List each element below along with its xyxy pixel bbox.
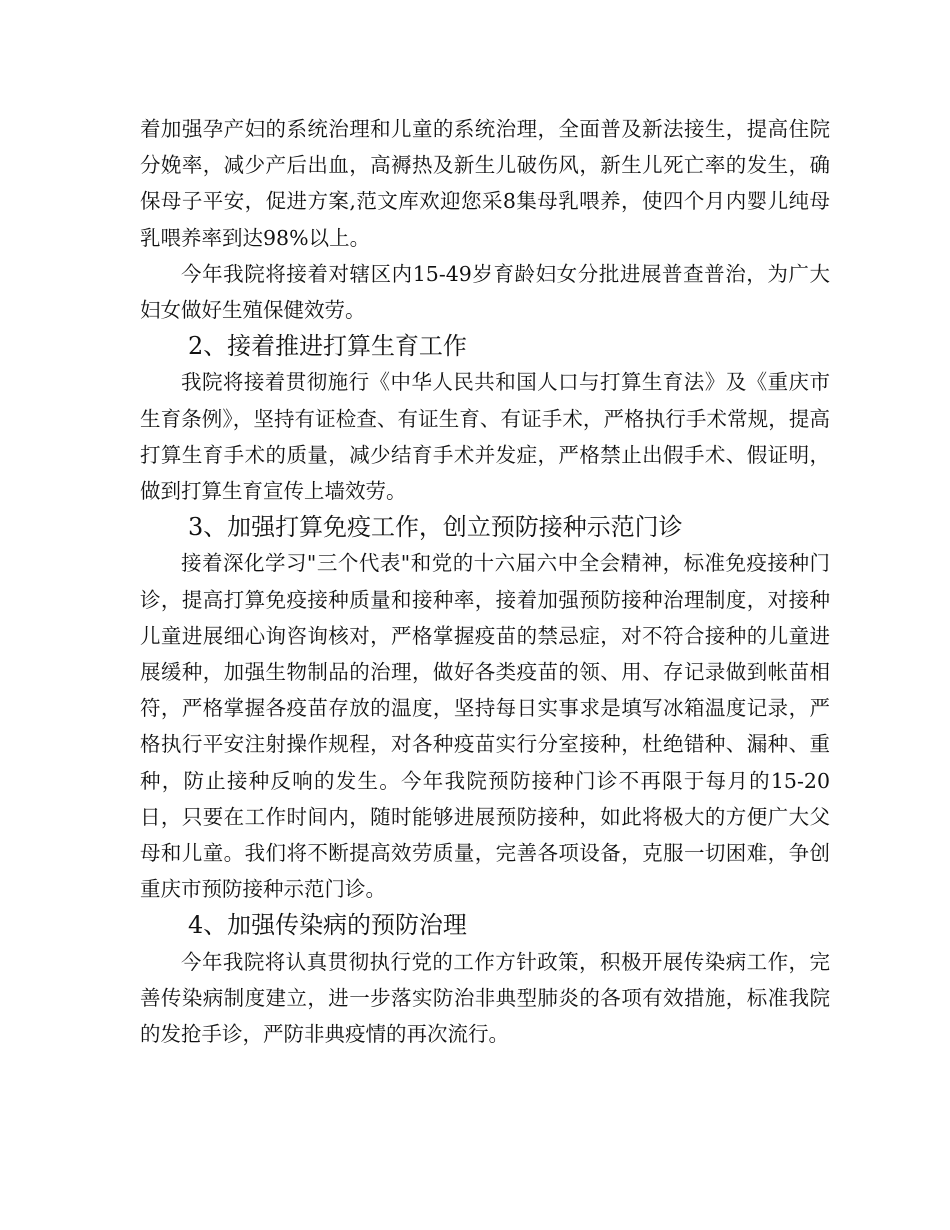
document-page <box>140 111 830 1052</box>
section-heading-infectious-disease: 4、加强传染病的预防治理 <box>187 911 467 940</box>
paragraph-family-planning: 我院将接着贯彻施行《中华人民共和国人口与打算生育法》及《重庆市生育条例》，坚持有证检查、有证生育、有证手术，严格执行手术常规，提高打算生育手术的质量，减少结育手术并发症，严格禁止出假手术、假证明，做到打算生育宣传上墙效劳。 <box>140 370 830 504</box>
paragraph-immunization: 接着深化学习"三个代表"和党的十六届六中全会精神，标准免疫接种门诊，提高打算免疫接种质量和接种率，接着加强预防接种治理制度，对接种儿童进展细心询咨询核对，严格掌握疫苗的禁忌症，对不符合接种的儿童进展缓种，加强生物制品的治理，做好各类疫苗的领、用、存记录做到帐苗相符，严格掌握各疫苗存放的温度，坚持每日实事求是填写冰箱温度记录，严格执行平安注射操作规程，对各种疫苗实行分室接种，杜绝错种、漏种、重种，防止接种反响的发生。今年我院预防接种门诊不再限于每月的15-20日，只要在工作时间内，随时能够进展预防接种，如此将极大的方便广大父母和儿童。我们将不断提高效劳质量，完善各项设备，克服一切困难，争创重庆市预防接种示范门诊。 <box>140 551 830 902</box>
paragraph-infectious-disease: 今年我院将认真贯彻执行党的工作方针政策，积极开展传染病工作，完善传染病制度建立，进一步落实防治非典型肺炎的各项有效措施，标准我院的发抢手诊，严防非典疫情的再次流行。 <box>140 949 830 1047</box>
section-heading-family-planning: 2、接着推进打算生育工作 <box>187 332 467 361</box>
paragraph-screening: 今年我院将接着对辖区内15-49岁育龄妇女分批进展普查普治，为广大妇女做好生殖保健效劳。 <box>140 261 830 323</box>
section-heading-immunization: 3、加强打算免疫工作，创立预防接种示范门诊 <box>187 513 683 542</box>
paragraph-continuation: 着加强孕产妇的系统治理和儿童的系统治理，全面普及新法接生，提高住院分娩率，减少产后出血，高褥热及新生儿破伤风，新生儿死亡率的发生，确保母子平安，促进方案,范文库欢迎您采8集母乳喂养，使四个月内婴儿纯母乳喂养率到达98%以上。 <box>140 117 830 250</box>
